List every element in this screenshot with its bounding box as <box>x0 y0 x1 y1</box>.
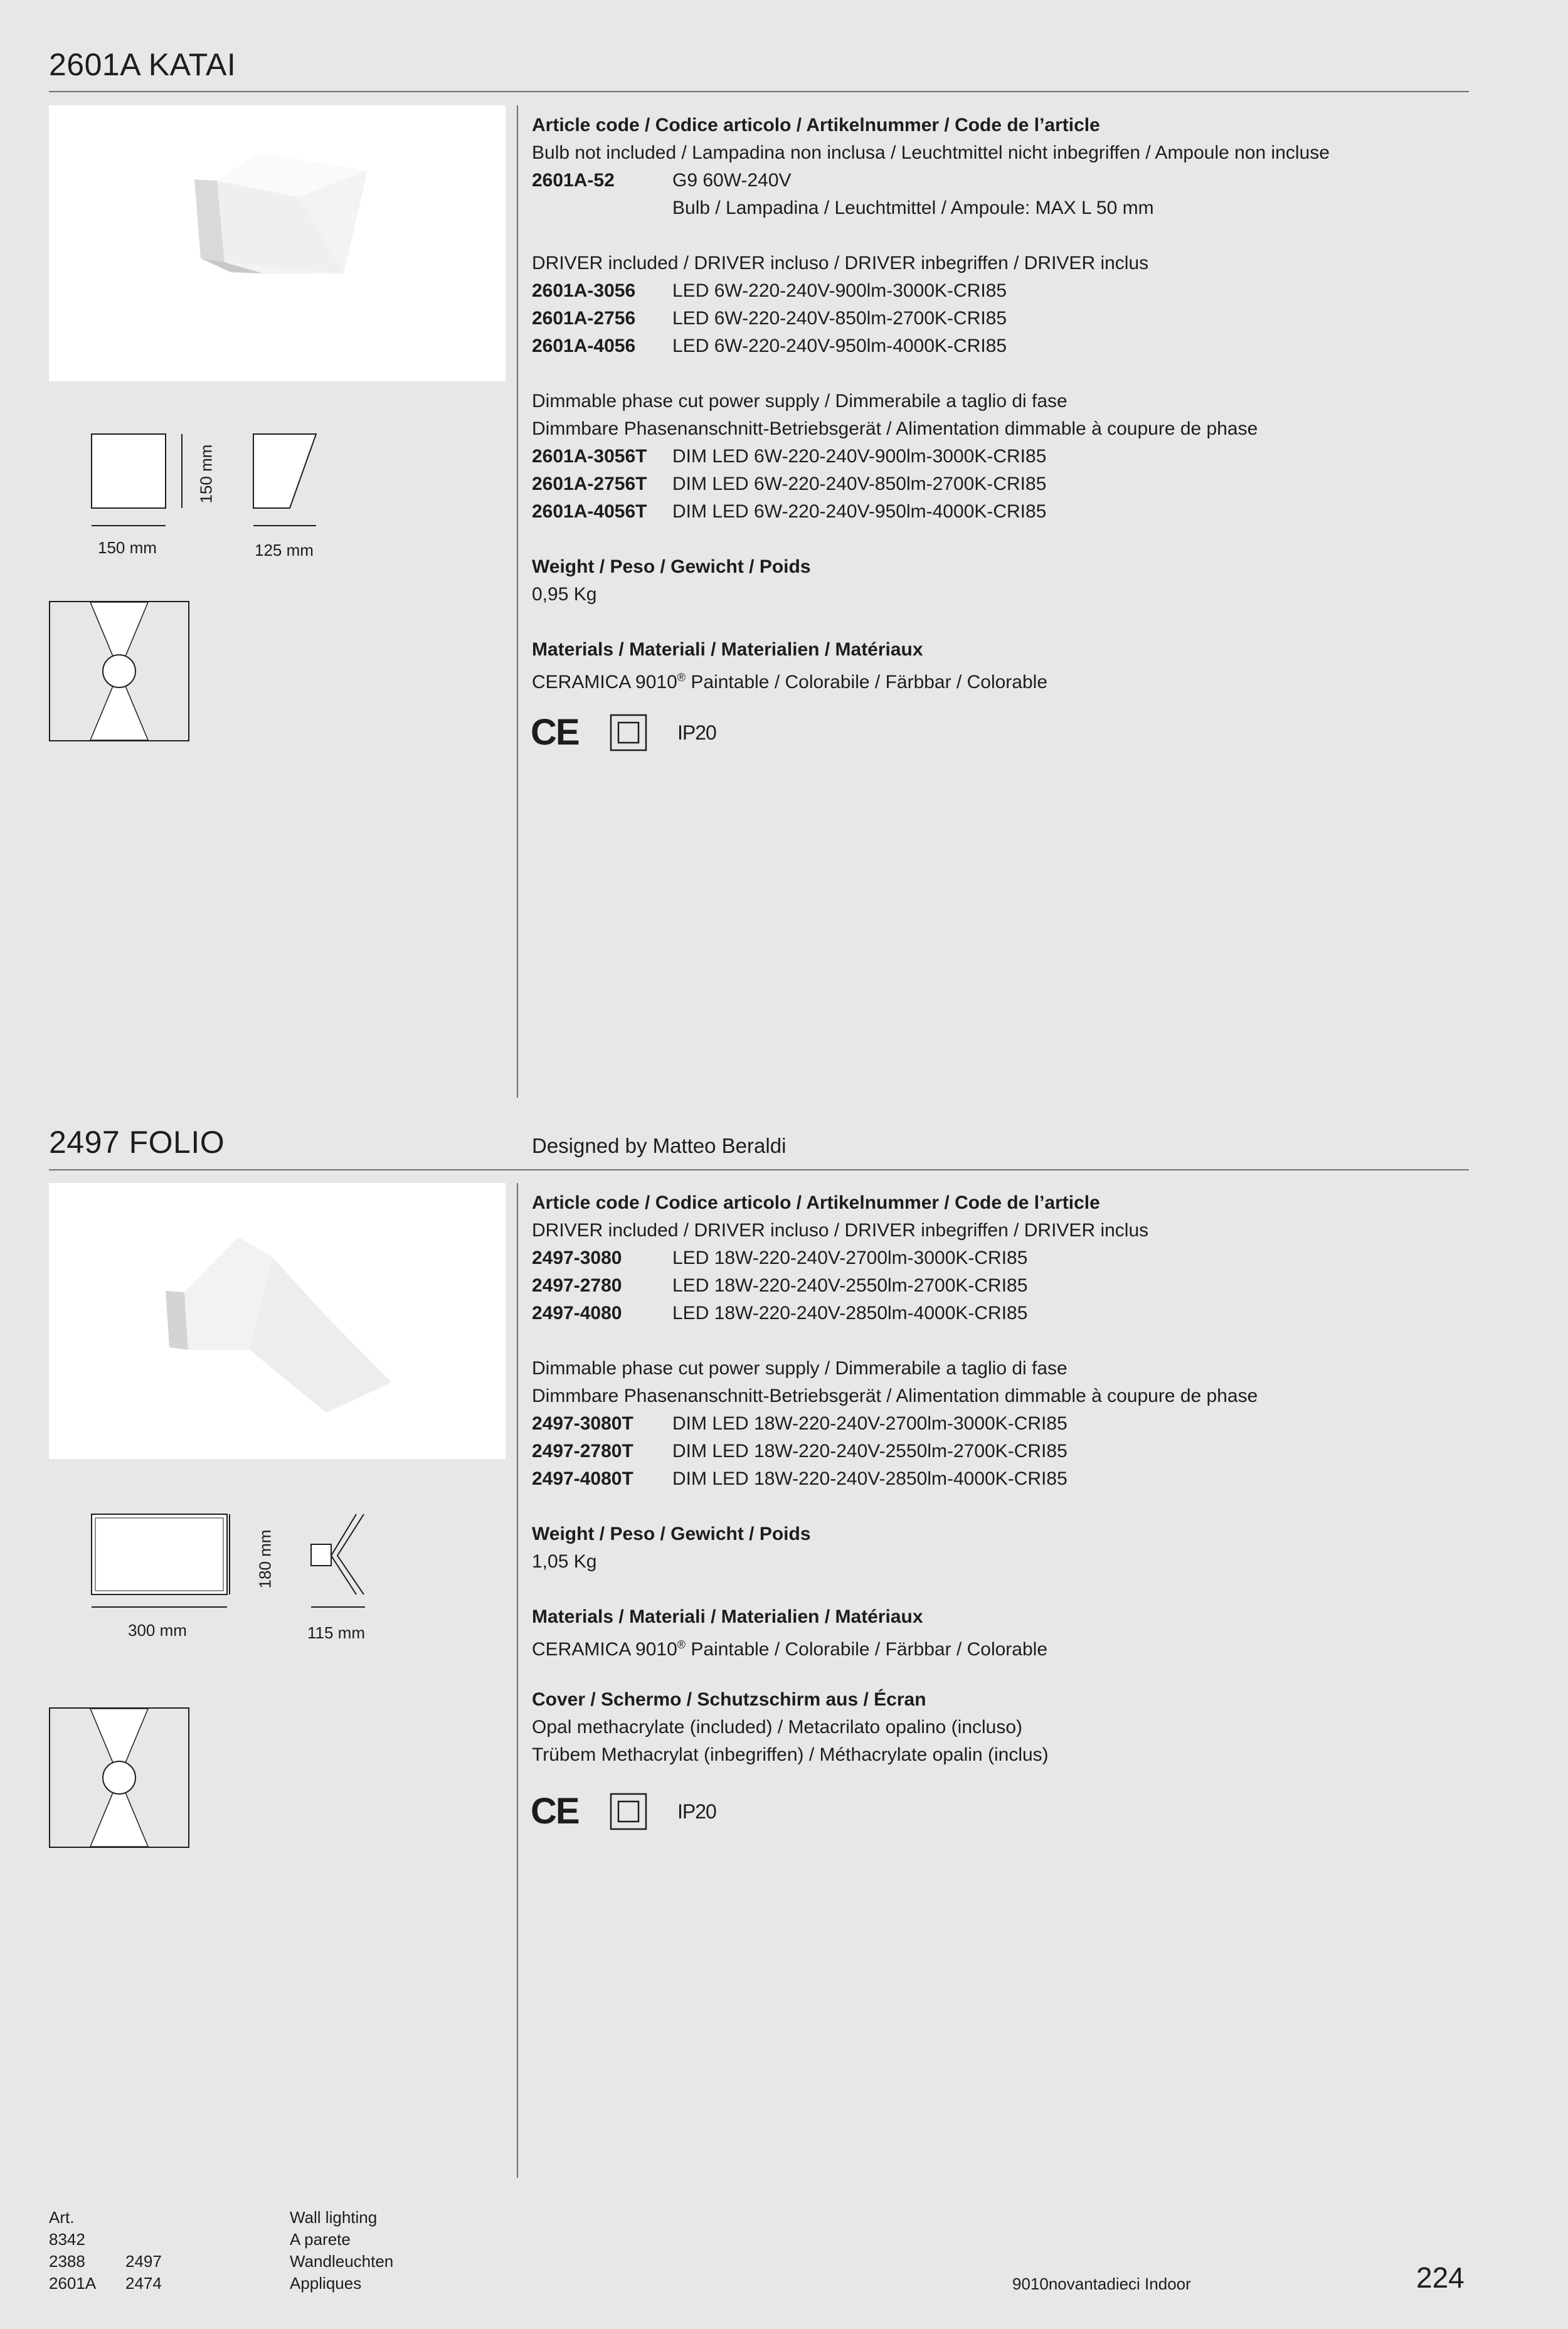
footer-category-item: Wandleuchten <box>290 2252 394 2271</box>
product1-materials-text: Paintable / Colorabile / Färbbar / Colorable <box>686 672 1048 692</box>
product1-materials-brand: CERAMICA 9010 <box>532 672 677 692</box>
product2-dim-code: 2497-2780T <box>532 1441 633 1462</box>
product2-dim-code: 2497-3080T <box>532 1413 633 1434</box>
product1-column-divider <box>517 105 518 1098</box>
product1-bulb-row <box>532 167 1330 194</box>
product2-cover-header: Cover / Schermo / Schutzschirm aus / Écran <box>532 1689 926 1710</box>
product2-materials-text: Paintable / Colorabile / Färbbar / Colorable <box>686 1639 1048 1660</box>
product2-photo <box>49 1183 506 1459</box>
class-ii-insulation-icon <box>610 1793 647 1830</box>
product2-dim-desc: DIM LED 18W-220-240V-2850lm-4000K-CRI85 <box>672 1468 1067 1489</box>
product2-driver-row <box>532 1272 1258 1300</box>
product2-dim-row <box>532 1438 1258 1465</box>
product1-dim-desc: DIM LED 6W-220-240V-900lm-3000K-CRI85 <box>672 446 1047 467</box>
product1-bulb-size: Bulb / Lampadina / Leuchtmittel / Ampoule: MAX L 50 mm <box>672 198 1154 218</box>
product2-designer: Designed by Matteo Beraldi <box>532 1134 787 1157</box>
product2-light-emission-icon <box>49 1707 189 1848</box>
product2-ce-mark: CE <box>531 1791 579 1832</box>
product2-driver-header: DRIVER included / DRIVER incluso / DRIVER inbegriffen / DRIVER inclus <box>532 1220 1149 1241</box>
product1-bulb-desc: G9 60W-240V <box>672 170 792 191</box>
footer-art-item: 2474 <box>125 2274 162 2293</box>
product2-driver-code: 2497-3080 <box>532 1248 622 1268</box>
product1-driver-code: 2601A-4056 <box>532 336 636 356</box>
product2-dim-code: 2497-4080T <box>532 1468 633 1489</box>
product1-width-label: 150 mm <box>98 538 157 557</box>
product2-dim-header: Dimmable phase cut power supply / Dimmerabile a taglio di fase <box>532 1358 1067 1379</box>
registered-mark: ® <box>677 671 686 684</box>
product1-dim-code: 2601A-2756T <box>532 474 647 494</box>
product2-materials-brand: CERAMICA 9010 <box>532 1639 677 1660</box>
product1-title-rule <box>49 91 1469 92</box>
product1-weight-value: 0,95 Kg <box>532 584 597 605</box>
product1-driver-row <box>532 277 1330 305</box>
product1-article-header: Article code / Codice articolo / Artikelnummer / Code de l’article <box>532 115 1100 135</box>
product2-driver-desc: LED 18W-220-240V-2850lm-4000K-CRI85 <box>672 1303 1028 1324</box>
product1-ce-mark: CE <box>531 712 579 753</box>
product1-driver-desc: LED 6W-220-240V-950lm-4000K-CRI85 <box>672 336 1007 356</box>
product2-driver-code: 2497-2780 <box>532 1275 622 1296</box>
product2-article-header: Article code / Codice articolo / Artikelnummer / Code de l’article <box>532 1192 1100 1213</box>
product1-title: 2601A KATAI <box>49 47 236 82</box>
product1-weight-header: Weight / Peso / Gewicht / Poids <box>532 556 811 577</box>
product2-dim-row <box>532 1410 1258 1438</box>
footer-category-item: A parete <box>290 2230 351 2249</box>
product2-title-rule <box>49 1169 1469 1170</box>
footer-art-item: 8342 <box>49 2230 85 2249</box>
product1-bulb-note: Bulb not included / Lampadina non inclusa / Leuchtmittel nicht inbegriffen / Ampoule non incluse <box>532 142 1330 163</box>
product2-weight-header: Weight / Peso / Gewicht / Poids <box>532 1524 811 1544</box>
product1-driver-desc: LED 6W-220-240V-900lm-3000K-CRI85 <box>672 280 1007 301</box>
product1-materials-value <box>532 664 1330 691</box>
product1-dim-code: 2601A-3056T <box>532 446 647 467</box>
product1-depth-label: 125 mm <box>255 541 314 560</box>
footer-brand: 9010novantadieci Indoor <box>1012 2274 1191 2293</box>
product2-dim-header-2: Dimmbare Phasenanschnitt-Betriebsgerät / Alimentation dimmable à coupure de phase <box>532 1386 1258 1406</box>
product2-driver-code: 2497-4080 <box>532 1303 622 1324</box>
product1-driver-code: 2601A-3056 <box>532 280 636 301</box>
product1-dim-code: 2601A-4056T <box>532 501 647 522</box>
product1-dim-header: Dimmable phase cut power supply / Dimmerabile a taglio di fase <box>532 391 1067 411</box>
product2-dim-desc: DIM LED 18W-220-240V-2700lm-3000K-CRI85 <box>672 1413 1067 1434</box>
footer-category-item: Appliques <box>290 2274 362 2293</box>
product2-column-divider <box>517 1183 518 2178</box>
product2-weight-value: 1,05 Kg <box>532 1551 597 1572</box>
product1-driver-header: DRIVER included / DRIVER incluso / DRIVER inbegriffen / DRIVER inclus <box>532 253 1149 273</box>
product2-driver-row <box>532 1244 1258 1272</box>
product2-dim-desc: DIM LED 18W-220-240V-2550lm-2700K-CRI85 <box>672 1441 1067 1462</box>
product1-height-label: 150 mm <box>196 444 216 504</box>
product1-driver-row <box>532 332 1330 360</box>
product1-materials-header: Materials / Materiali / Materialien / Matériaux <box>532 639 923 660</box>
product1-dim-row <box>532 470 1330 498</box>
page-number: 224 <box>1416 2261 1465 2294</box>
footer-art-item: 2497 <box>125 2252 162 2271</box>
product2-title: 2497 FOLIO <box>49 1125 225 1160</box>
footer-art-item: 2601A <box>49 2274 97 2293</box>
product2-height-label: 180 mm <box>255 1529 275 1589</box>
product2-specs <box>532 1189 1258 1769</box>
footer-category-item: Wall lighting <box>290 2208 378 2227</box>
product2-dimension-drawing <box>88 1505 383 1631</box>
registered-mark: ® <box>677 1638 686 1651</box>
class-ii-insulation-icon <box>610 714 647 751</box>
product1-dim-row <box>532 498 1330 526</box>
footer-art-item: 2388 <box>49 2252 85 2271</box>
product1-driver-code: 2601A-2756 <box>532 308 636 329</box>
product2-cover-line-2: Trübem Methacrylat (inbegriffen) / Méthacrylate opalin (inclus) <box>532 1744 1049 1765</box>
product1-driver-desc: LED 6W-220-240V-850lm-2700K-CRI85 <box>672 308 1007 329</box>
product1-dim-header-2: Dimmbare Phasenanschnitt-Betriebsgerät / Alimentation dimmable à coupure de phase <box>532 418 1258 439</box>
product2-materials-header: Materials / Materiali / Materialien / Matériaux <box>532 1606 923 1627</box>
product2-dim-row <box>532 1465 1258 1493</box>
product2-width-label: 300 mm <box>128 1621 187 1640</box>
product1-dim-row <box>532 443 1330 470</box>
footer-art-label: Art. <box>49 2208 75 2227</box>
product2-driver-desc: LED 18W-220-240V-2700lm-3000K-CRI85 <box>672 1248 1028 1268</box>
product1-ip-rating: IP20 <box>677 721 716 744</box>
product2-ip-rating: IP20 <box>677 1800 716 1823</box>
footer-art-column-2 <box>125 2251 162 2295</box>
product1-dim-desc: DIM LED 6W-220-240V-950lm-4000K-CRI85 <box>672 501 1047 522</box>
product2-depth-label: 115 mm <box>307 1623 365 1642</box>
product2-materials-value <box>532 1631 1258 1658</box>
product1-specs <box>532 112 1330 691</box>
footer-art-column <box>49 2207 96 2295</box>
product2-cover-line: Opal methacrylate (included) / Metacrilato opalino (incluso) <box>532 1717 1023 1737</box>
footer-category <box>290 2207 393 2295</box>
product2-driver-desc: LED 18W-220-240V-2550lm-2700K-CRI85 <box>672 1275 1028 1296</box>
product1-photo <box>49 105 506 381</box>
product1-light-emission-icon <box>49 601 189 741</box>
product1-bulb-code: 2601A-52 <box>532 170 615 191</box>
product1-dim-desc: DIM LED 6W-220-240V-850lm-2700K-CRI85 <box>672 474 1047 494</box>
product1-driver-row <box>532 305 1330 332</box>
product2-driver-row <box>532 1300 1258 1327</box>
